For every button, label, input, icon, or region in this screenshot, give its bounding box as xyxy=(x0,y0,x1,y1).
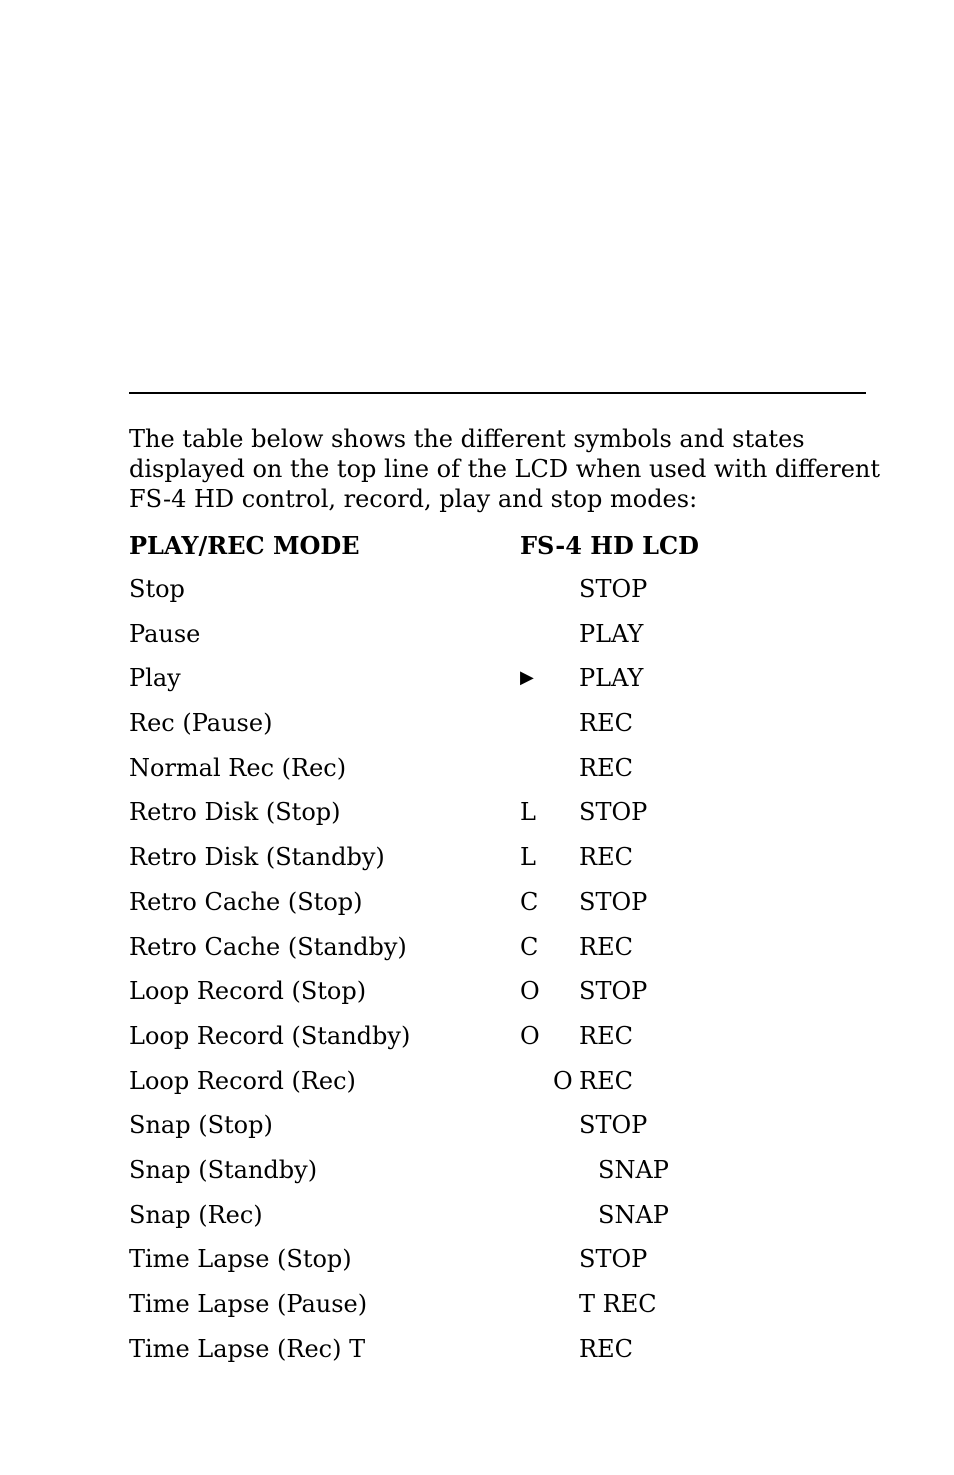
lcd-state: PLAY xyxy=(579,619,644,648)
table-row xyxy=(0,1109,954,1154)
lcd-symbol: O xyxy=(553,1066,573,1095)
table-row xyxy=(0,931,954,976)
table-row xyxy=(0,707,954,752)
lcd-symbol: L xyxy=(520,798,536,827)
mode-table xyxy=(0,573,954,1377)
lcd-state: REC xyxy=(579,1066,633,1095)
table-row xyxy=(0,618,954,663)
mode-label: Retro Cache (Stop) xyxy=(129,887,363,916)
mode-label: Loop Record (Stop) xyxy=(129,977,367,1006)
mode-label: Retro Disk (Stop) xyxy=(129,798,341,827)
mode-label: Play xyxy=(129,664,181,693)
lcd-state: REC xyxy=(579,753,633,782)
table-row xyxy=(0,573,954,618)
lcd-state: STOP xyxy=(579,977,648,1006)
table-row xyxy=(0,841,954,886)
lcd-state: SNAP xyxy=(598,1155,669,1184)
header-fs4-hd-lcd: FS-4 HD LCD xyxy=(520,531,699,560)
mode-label: Snap (Stop) xyxy=(129,1111,273,1140)
table-row xyxy=(0,662,954,707)
table-row xyxy=(0,1288,954,1333)
mode-label: Time Lapse (Pause) xyxy=(129,1290,368,1318)
lcd-state: REC xyxy=(579,932,633,961)
intro-line: displayed on the top line of the LCD when used with different xyxy=(129,455,880,483)
table-row xyxy=(0,1020,954,1065)
table-row xyxy=(0,752,954,797)
mode-label: Pause xyxy=(129,619,201,648)
table-row xyxy=(0,975,954,1020)
mode-label: Time Lapse (Stop) xyxy=(129,1245,352,1274)
lcd-state: REC xyxy=(579,1021,633,1050)
lcd-state: REC xyxy=(579,709,633,738)
table-row xyxy=(0,1154,954,1199)
lcd-state: STOP xyxy=(579,798,648,827)
mode-label: Loop Record (Standby) xyxy=(129,1021,411,1050)
mode-label: Snap (Standby) xyxy=(129,1155,318,1184)
lcd-state: STOP xyxy=(579,1245,648,1274)
mode-label: Snap (Rec) xyxy=(129,1200,263,1229)
mode-label: Time Lapse (Rec) T xyxy=(129,1334,366,1363)
lcd-state: T REC xyxy=(579,1290,657,1318)
table-row xyxy=(0,1199,954,1244)
table-row xyxy=(0,1243,954,1288)
intro-paragraph xyxy=(129,424,889,514)
table-row xyxy=(0,1065,954,1110)
lcd-state: STOP xyxy=(579,887,648,916)
lcd-state: REC xyxy=(579,843,633,872)
table-row xyxy=(0,886,954,931)
intro-line: FS-4 HD control, record, play and stop modes: xyxy=(129,485,698,513)
mode-label: Retro Cache (Standby) xyxy=(129,932,407,961)
lcd-symbol: O xyxy=(520,1021,540,1050)
horizontal-rule xyxy=(129,392,866,394)
mode-label: Normal Rec (Rec) xyxy=(129,753,347,782)
mode-label: Stop xyxy=(129,575,185,603)
table-header xyxy=(0,530,954,562)
lcd-symbol: O xyxy=(520,977,540,1006)
lcd-symbol: C xyxy=(520,932,539,961)
table-row xyxy=(0,796,954,841)
lcd-state: PLAY xyxy=(579,664,644,693)
lcd-state: STOP xyxy=(579,575,648,603)
mode-label: Retro Disk (Standby) xyxy=(129,843,385,872)
lcd-state: SNAP xyxy=(598,1200,669,1229)
lcd-state: REC xyxy=(579,1334,633,1363)
table-row xyxy=(0,1333,954,1378)
mode-label: Rec (Pause) xyxy=(129,709,273,738)
lcd-symbol: L xyxy=(520,843,536,872)
lcd-symbol: C xyxy=(520,887,539,916)
header-play-rec-mode: PLAY/REC MODE xyxy=(129,531,360,560)
intro-line: The table below shows the different symbols and states xyxy=(129,425,805,453)
mode-label: Loop Record (Rec) xyxy=(129,1066,356,1095)
lcd-state: STOP xyxy=(579,1111,648,1140)
play-triangle-icon: ▶ xyxy=(520,667,534,689)
